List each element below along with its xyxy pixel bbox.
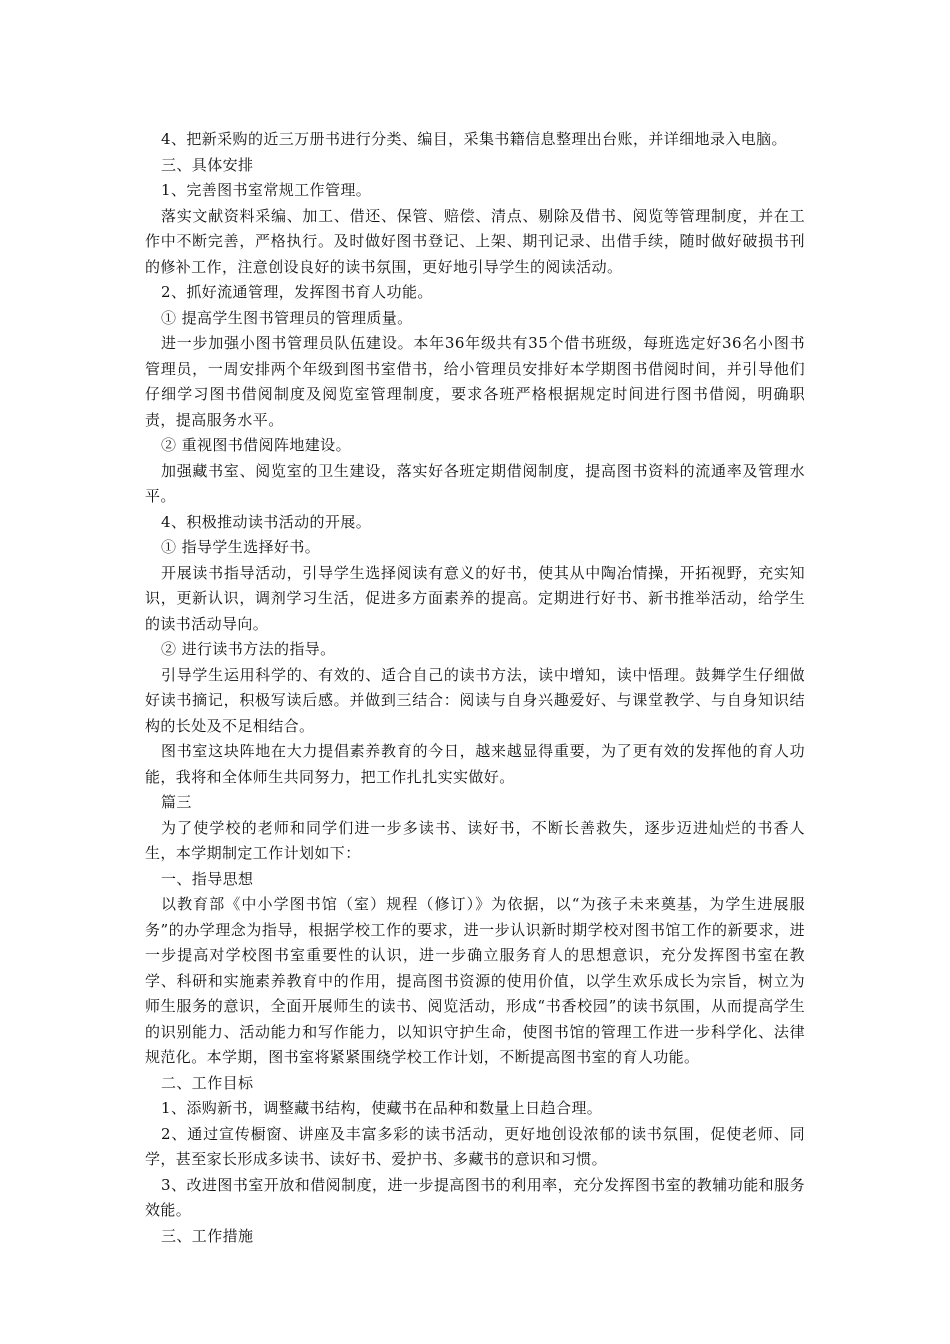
item-heading: ② 重视图书借阅阵地建设。 (161, 436, 351, 454)
section-heading: 一、指导思想 (161, 869, 254, 888)
paragraph: 引导学生运用科学的、有效的、适合自己的读书方法，读中增知，读中悟理。鼓舞学生仔细做好读书摘记，积极写读后感。并做到三结合：阅读与自身兴趣爱好、与课堂教学、与自身知识结构的长处及不足相结合。 (145, 665, 805, 735)
paragraph: 开展读书指导活动，引导学生选择阅读有意义的好书，使其从中陶冶情操，开拓视野，充实知识，更新认识，调剂学习生活，促进多方面素养的提高。定期进行好书、新书推举活动，给学生的读书活动导向。 (145, 563, 805, 633)
section-heading: 三、工作措施 (161, 1226, 254, 1245)
item-heading: ② 进行读书方法的指导。 (161, 640, 336, 658)
paragraph: 4、把新采购的近三万册书进行分类、编目，采集书籍信息整理出台账，并详细地录入电脑。 (161, 130, 787, 148)
paragraph: 落实文献资料采编、加工、借还、保管、赔偿、清点、剔除及借书、阅览等管理制度，并在工作中不断完善，严格执行。及时做好图书登记、上架、期刊记录、出借手续，随时做好破损书刊的修补工作，注意创设良好的读书氛围，更好地引导学生的阅读活动。 (145, 206, 805, 276)
section-heading: 三、具体安排 (161, 155, 254, 174)
paragraph: 2、通过宣传橱窗、讲座及丰富多彩的读书活动，更好地创设浓郁的读书氛围，促使老师、同学，甚至家长形成多读书、读好书、爱护书、多藏书的意识和习惯。 (145, 1124, 805, 1168)
document-body (145, 127, 805, 1249)
paragraph: 加强藏书室、阅览室的卫生建设，落实好各班定期借阅制度，提高图书资料的流通率及管理水平。 (145, 461, 805, 505)
part-heading: 篇三 (161, 793, 192, 811)
subsection-heading: 4、积极推动读书活动的开展。 (161, 512, 372, 531)
paragraph: 图书室这块阵地在大力提倡素养教育的今日，越来越显得重要，为了更有效的发挥他的育人功能，我将和全体师生共同努力，把工作扎扎实实做好。 (145, 742, 805, 786)
paragraph: 以教育部《中小学图书馆（室）规程（修订）》为依据，以“为孩子未来奠基，为学生进展服务”的办学理念为指导，根据学校工作的要求，进一步认识新时期学校对图书馆工作的新要求，进一步提高对学校图书室重要性的认识，进一步确立服务育人的思想意识，充分发挥图书室在教学、科研和实施素养教育中的作用，提高图书资源的使用价值，以学生欢乐成长为宗旨，树立为师生服务的意识，全面开展师生的读书、阅览活动，形成“书香校园”的读书氛围，从而提高学生的识别能力、活动能力和写作能力，以知识守护生命，使图书馆的管理工作进一步科学化、法律规范化。本学期，图书室将紧紧围绕学校工作计划，不断提高图书室的育人功能。 (145, 895, 805, 1066)
subsection-heading: 1、完善图书室常规工作管理。 (161, 181, 372, 199)
section-heading: 二、工作目标 (161, 1073, 254, 1092)
item-heading: ① 提高学生图书管理员的管理质量。 (161, 308, 413, 327)
paragraph: 3、改进图书室开放和借阅制度，进一步提高图书的利用率，充分发挥图书室的教辅功能和服务效能。 (145, 1175, 805, 1219)
subsection-heading: 2、抓好流通管理，发挥图书育人功能。 (161, 283, 433, 301)
paragraph: 1、添购新书，调整藏书结构，使藏书在品种和数量上日趋合理。 (161, 1099, 603, 1117)
paragraph: 进一步加强小图书管理员队伍建设。本年36年级共有35个借书班级，每班选定好36名小图书管理员，一周安排两个年级到图书室借书，给小管理员安排好本学期图书借阅时间，并引导他们仔细学习图书借阅制度及阅览室管理制度，要求各班严格根据规定时间进行图书借阅，明确职责，提高服务水平。 (145, 334, 805, 429)
item-heading: ① 指导学生选择好书。 (161, 538, 321, 556)
paragraph: 为了使学校的老师和同学们进一步多读书、读好书，不断长善救失，逐步迈进灿烂的书香人生，本学期制定工作计划如下： (145, 818, 805, 862)
